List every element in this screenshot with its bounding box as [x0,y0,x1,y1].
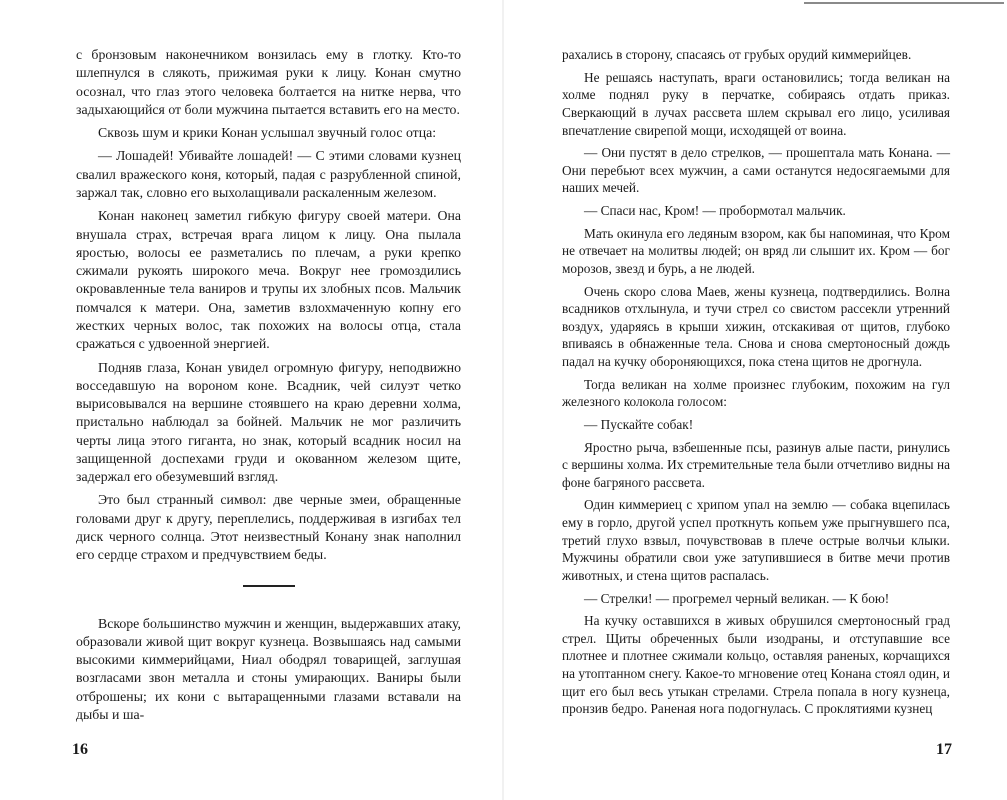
paragraph: — Они пустят в дело стрелков, — прошептала мать Конана. — Они перебьют всех мужчин, а сами останутся недосягаемыми для наших мечей. [562,145,950,196]
paragraph: Сквозь шум и крики Конан услышал звучный голос отца: [98,125,437,141]
paragraph: Один киммериец с хрипом упал на землю — собака вцепилась ему в горло, другой успел проткнуть копьем уже прыгнувшего пса, третий глухо взвыл, почувствовав в плече острые волчьи клыки. Мужчины обратили свои уже затупившиеся в битве мечи против животных, и стена щитов распалась. [562,497,950,583]
right-page [504,0,1007,800]
left-text-column [76,46,461,724]
paragraph: На кучку оставшихся в живых обрушился смертоносный град стрел. Щиты обреченных были изодраны, и отступавшие все плотнее и плотнее сжимали кольцо, оставляя раненых, корчащихся на утоптанном снегу. Какое-то мгновение отец Конана стоял один, и щит его был весь утыкан стрелами. Стрела попала в ногу кузнеца, пронзив бедро. Раненая нога подогнулась. С проклятиями кузнец [562,613,950,717]
paragraph: Яростно рыча, взбешенные псы, разинув алые пасти, ринулись с вершины холма. Их стремительные тела были отчетливо видны на фоне багряного рассвета. [562,439,950,490]
paragraph: Конан наконец заметил гибкую фигуру своей матери. Она внушала страх, встречая врага лицом к лицу. Она пылала яростью, волосы ее разметались по плечам, а руки крепко сжимали рукоять широкого меча. Вокруг нее громоздились окровавленные тела ваниров и трупы их злобных псов. Мальчик помчался к матери. Она, заметив взлохмаченную копну его жестких черных волос, так похожих на волосы отца, стала сражаться с удвоенной энергией. [76,208,461,352]
paragraph: Мать окинула его ледяным взором, как бы напоминая, что Кром не отвечает на молитвы людей; он вряд ли слышит их. Кром — бог морозов, звезд и бурь, а не людей. [562,225,950,276]
paragraph: — Лошадей! Убивайте лошадей! — С этими словами кузнец свалил вражеского коня, который, падая с разрубленной спиной, заржал так, словно его выхолащивали раскаленным железом. [76,148,461,200]
paragraph: Подняв глаза, Конан увидел огромную фигуру, неподвижно восседавшую на вороном коне. Всадник, чей силуэт четко вырисовывался на вершине стоявшего на краю деревни холма, пристально наблюдал за бойней. Мальчик не мог различить черты лица этого гиганта, но знак, который всадник носил на защищенной доспехами груди и окованном железом щите, задержал его обезумевший взгляд. [76,359,461,485]
paragraph: с бронзовым наконечником вонзилась ему в глотку. Кто-то шлепнулся в слякоть, прижимая руки к лицу. Конан смутно осознал, что глаз этого человека болтается на нитке нерва, что задыхающийся от боли мужчина пытается вставить его на место. [76,47,461,117]
paragraph: — Спаси нас, Кром! — пробормотал мальчик. [584,203,846,218]
section-divider [243,585,295,587]
scan-edge-line [804,2,1004,4]
paragraph: Вскоре большинство мужчин и женщин, выдержавших атаку, образовали живой щит вокруг кузнеца. Возвышаясь над самыми высокими киммерийцами, Ниал ободрял товарищей, заглушая возгласами звон металла и стоны умирающих. Ваниры были отброшены; их кони с вытаращенными глазами вставали на дыбы и ша- [76,615,461,722]
paragraph: — Пускайте собак! [584,416,694,432]
right-text-column [562,46,950,718]
paragraph: Не решаясь наступать, враги остановились; тогда великан на холме поднял руку в перчатке, собираясь отдать приказ. Сверкающий в лучах рассвета шлем скрывал его лицо, усиливая впечатление свирепой мощи, исходящей от воина. [562,69,950,138]
paragraph: Тогда великан на холме произнес глубоким, похожим на гул железного колокола голосом: [562,376,950,410]
paragraph: рахались в сторону, спасаясь от грубых орудий киммерийцев. [562,47,912,62]
paragraph: Это был странный символ: две черные змеи, обращенные головами друг к другу, переплелись, поддерживая в изгибах тел диск черного солнца. Этот неизвестный Конану знак наполнил его сердце страхом и предчувствием беды. [76,492,461,563]
page-number: 17 [936,741,952,758]
paragraph: — Стрелки! — прогремел черный великан. — К бою! [584,590,890,606]
left-page [0,0,503,800]
paragraph: Очень скоро слова Маев, жены кузнеца, подтвердились. Волна всадников отхлынула, и тучи стрел со свистом рассекли утренний воздух, ударяясь в крыши хижин, отскакивая от щитов, глубоко впиваясь в обнаженные тела. Снова и снова смертоносный дождь падал на кучку обороняющихся, пока стена щитов не дрогнула. [562,283,950,369]
page-number: 16 [72,741,88,758]
